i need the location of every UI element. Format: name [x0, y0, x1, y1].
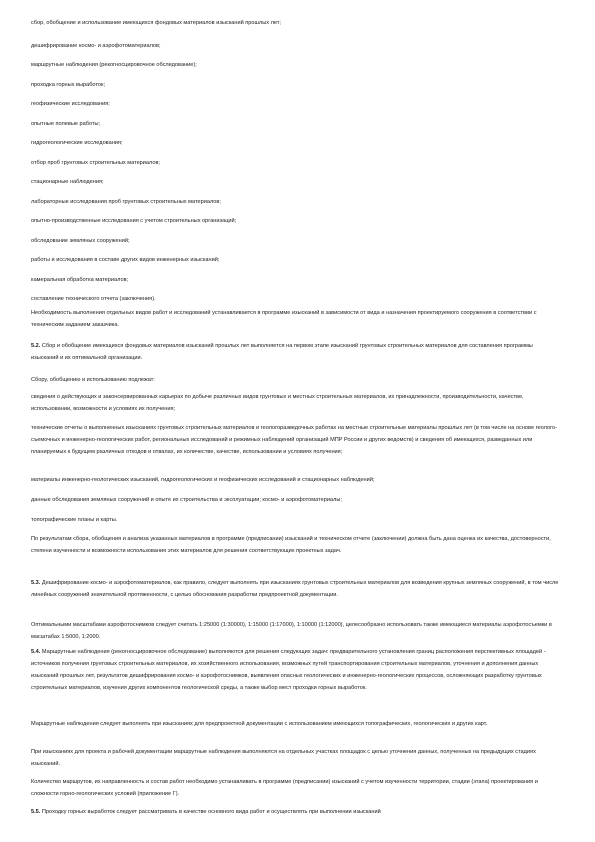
list-item: обследование земляных сооружений;	[31, 238, 130, 244]
collect-item: данные обследования земляных сооружений и опыте их строительства и эксплуатации; космо- и аэрофотоматериалы;	[31, 497, 342, 503]
collect-item: технические отчеты о выполненных изысканиях грунтовых строительных материалов и геологоразведочных работах на местные строительные материалы прошлых лет (в том числе на основе геолого-съемочных и инженерно-геологических работ, региональных исследований и режимных наблюдений организаций МПР России и других ведомств) и сведения об имеющихся, разведанных или планируемых к будущем различных отходов и отвалах, их количестве, качестве, использовании и условиях получения;	[31, 425, 557, 455]
list-item: дешифрирование космо- и аэрофотоматериалов;	[31, 43, 161, 49]
paragraph-results: По результатам сбора, обобщения и анализа указанных материалов в программе (предписании) изысканий и техническом отчете (заключении) должна быть дана оценка их качества, достоверности, степени изученности и возможности использования этих материалов для решения соответствующих проектных задач.	[31, 536, 551, 554]
collect-item: топографические планы и карты.	[31, 517, 118, 523]
list-item: гидрогеологические исследования;	[31, 140, 123, 146]
list-item: геофизические исследования;	[31, 101, 110, 107]
list-item: стационарные наблюдения;	[31, 179, 104, 185]
collect-intro: Сбору, обобщению и использованию подлежат:	[31, 377, 155, 383]
collect-item: сведения о действующих и законсервированных карьерах по добыче различных видов грунтовых и местных строительных материалов, их принадлежности, производительности, качестве, использовании, возможности и условиях их получения;	[31, 394, 524, 412]
section-5-4	[31, 646, 561, 706]
section-5-2	[31, 340, 561, 364]
list-item: камеральная обработка материалов;	[31, 277, 129, 283]
section-number: 5.5.	[31, 809, 41, 815]
paragraph-routes: Маршрутные наблюдения следует выполнять при изысканиях для предпроектной документации с использованием имеющихся топографических, геологических и других карт.	[31, 721, 488, 727]
list-item: проходка горных выработок;	[31, 82, 106, 88]
section-number: 5.4.	[31, 649, 41, 655]
section-text: Проходку горных выработок следует рассматривать в качестве основного вида работ и осуществлять при выполнении изысканий	[41, 809, 381, 815]
list-item: составление технического отчета (заключения).	[31, 296, 156, 302]
list-item: опытно-производственные исследования с учетом строительных организаций;	[31, 218, 237, 224]
list-item: отбор проб грунтовых строительных материалов;	[31, 160, 160, 166]
section-text: Маршрутные наблюдения (рекогносцировочное обследование) выполняются для решения следующих задач: предварительного установления границ расположения перспективных площадей - источников получения грунтовых строительных материалов, их хозяйственного использования, возможных путей транспортирования строительных материалов, уточнения и дополнения данных изысканий прошлых лет, результатов дешифрирования космо- и аэрофотоснимков, выявления опасных геологических и инженерно-геологических процессов, осложняющих разработку грунтовых строительных материалов, изучения других компонентов геологической среды, а также выбор мест проходки горных выработок.	[31, 649, 546, 691]
section-5-5	[31, 806, 561, 818]
list-item: работы и исследования в составе других видов инженерных изысканий;	[31, 257, 220, 263]
list-item: опытные полевые работы;	[31, 121, 101, 127]
section-number: 5.2.	[31, 343, 41, 349]
section-number: 5.3.	[31, 580, 41, 586]
paragraph-count: Количество маршрутов, их направленность и состав работ необходимо устанавливать в программе (предписании) изысканий с учетом изученности территории, стадии (этапа) проектирования и сложности горно-геологических условий (приложение Г).	[31, 779, 538, 797]
collect-item: материалы инженерно-геологических изысканий, гидрогеологических и геофизических исследований и стационарных наблюдений;	[31, 477, 375, 483]
paragraph-project: При изысканиях для проекта и рабочей документации маршрутные наблюдения выполняются на отдельных участках площадок с целью уточнения данных, полученных на предыдущих стадиях изысканий.	[31, 749, 536, 767]
list-item: маршрутные наблюдения (рекогносцировочное обследование);	[31, 62, 197, 68]
list-item: лабораторные исследования проб грунтовых строительных материалов;	[31, 199, 221, 205]
list-item: сбор, обобщение и использование имеющихся фондовых материалов изысканий прошлых лет;	[31, 20, 281, 26]
section-text: Сбор и обобщение имеющихся фондовых материалов изысканий прошлых лет выполняется на первом этапе изысканий грунтовых строительных материалов для составления программы изысканий и их оптимальной организации.	[31, 343, 533, 361]
paragraph-scale: Оптимальными масштабами аэрофотоснимков следует считать 1:25000 (1:30000), 1:15000 (1:17000), 1:10000 (1:12000), целесообразно использовать также имеющиеся материалы аэрофотосъемки в масштабах 1:5000, 1:2000.	[31, 622, 552, 640]
section-text: Дешифрирование космо- и аэрофотоматериалов, как правило, следует выполнять при изысканиях грунтовых строительных материалов для возведения крупных земляных сооружений, в том числе линейных сооружений значительной протяженности, с целью обоснования разработки предпроектной документации.	[31, 580, 559, 598]
paragraph-necessity: Необходимость выполнения отдельных видов работ и исследований устанавливается в программе изысканий в зависимости от вида и назначения проектируемого сооружения в соответствии с техническим заданием заказчика.	[31, 310, 537, 328]
section-5-3	[31, 577, 561, 613]
